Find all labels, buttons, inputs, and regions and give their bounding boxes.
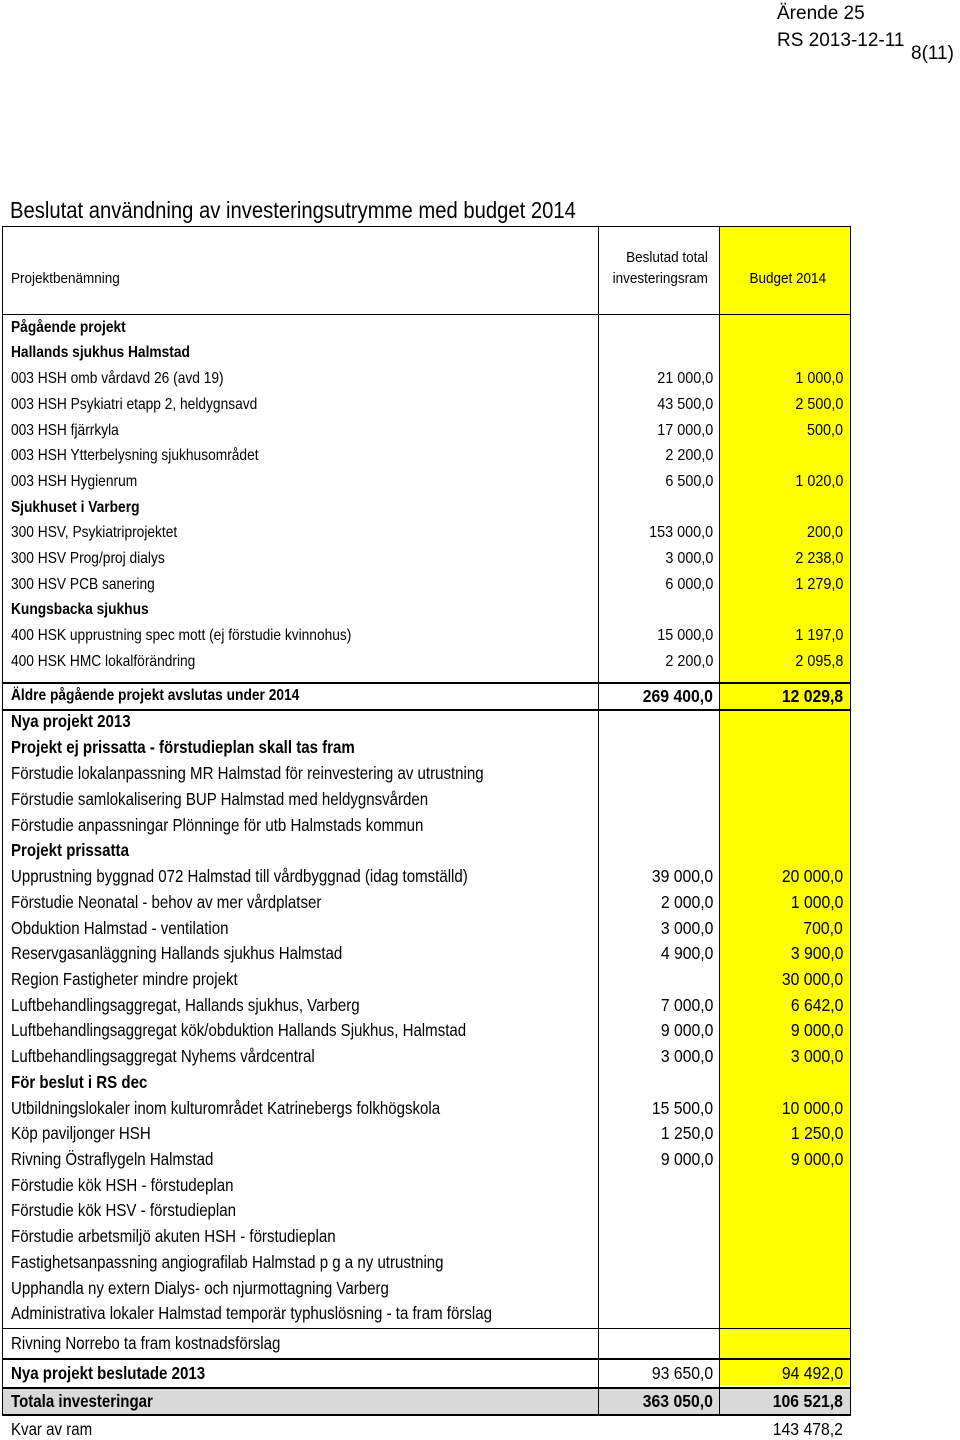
row-name: Upprustning byggnad 072 Halmstad till vårdbyggnad (idag tomställd)	[11, 866, 468, 886]
row-name: Obduktion Halmstad - ventilation	[11, 918, 229, 938]
row-name: Nya projekt beslutade 2013	[11, 1363, 206, 1383]
row-name: Förstudie arbetsmiljö akuten HSH - förstudieplan	[11, 1226, 336, 1246]
row-name: 003 HSH fjärrkyla	[11, 422, 119, 439]
row-budget: 94 492,0	[781, 1363, 843, 1383]
header-page-number: 8(11)	[911, 43, 954, 64]
header-case-number: Ärende 25	[777, 3, 865, 24]
column-header-budget: Budget 2014	[749, 270, 826, 287]
row-ram: 269 400,0	[642, 686, 713, 706]
table-row	[0, 497, 960, 519]
row-name: Kungsbacka sjukhus	[11, 601, 149, 618]
row-name: Hallands sjukhus Halmstad	[11, 344, 190, 361]
row-ram: 17 000,0	[656, 422, 713, 439]
row-ram: 93 650,0	[651, 1363, 713, 1383]
row-name: Förstudie kök HSH - förstudeplan	[11, 1175, 234, 1195]
row-budget: 2 238,0	[794, 550, 843, 567]
row-name: Rivning Östraflygeln Halmstad	[11, 1149, 214, 1169]
row-name: Administrativa lokaler Halmstad temporär typhuslösning - ta fram förslag	[11, 1303, 492, 1323]
total-top-border	[2, 1387, 851, 1389]
row-ram: 3 000,0	[664, 550, 713, 567]
row-name: Upphandla ny extern Dialys- och njurmottagning Varberg	[11, 1278, 389, 1298]
row-ram: 6 000,0	[664, 576, 713, 593]
table-row	[0, 394, 960, 416]
row-name: Projekt ej prissatta - förstudieplan skall tas fram	[11, 737, 355, 757]
row-ram: 2 200,0	[664, 653, 713, 670]
table-row	[0, 1071, 960, 1093]
table-row	[0, 317, 960, 339]
row-ram: 15 500,0	[651, 1098, 713, 1118]
table-row	[0, 1225, 960, 1247]
table-row	[0, 1122, 960, 1144]
row-budget: 1 250,0	[790, 1123, 843, 1143]
row-budget: 30 000,0	[781, 969, 843, 989]
rivning-row-top-border	[2, 1328, 851, 1329]
row-name: Sjukhuset i Varberg	[11, 499, 140, 516]
row-name: Utbildningslokaler inom kulturområdet Katrinebergs folkhögskola	[11, 1098, 441, 1118]
column-header-name: Projektbenämning	[11, 270, 120, 287]
row-ram: 153 000,0	[648, 524, 713, 541]
row-budget: 1 020,0	[794, 473, 843, 490]
row-ram: 21 000,0	[656, 370, 713, 387]
row-name: Totala investeringar	[11, 1391, 153, 1411]
row-name: Kvar av ram	[11, 1419, 93, 1439]
row-ram: 1 250,0	[660, 1123, 713, 1143]
row-budget: 2 095,8	[794, 653, 843, 670]
table-row	[0, 736, 960, 758]
total-bottom-border	[2, 1414, 851, 1416]
table-row	[0, 471, 960, 493]
row-budget: 1 000,0	[794, 370, 843, 387]
row-name: Rivning Norrebo ta fram kostnadsförslag	[11, 1333, 281, 1353]
row-ram: 3 000,0	[660, 918, 713, 938]
table-row	[0, 1199, 960, 1221]
table-row	[0, 788, 960, 810]
row-ram: 39 000,0	[651, 866, 713, 886]
table-row	[0, 839, 960, 861]
document-title: Beslutat användning av investeringsutrymme med budget 2014	[10, 197, 576, 223]
subtotal-1-top-border	[2, 682, 851, 684]
row-ram: 4 900,0	[660, 943, 713, 963]
table-row	[0, 994, 960, 1016]
row-name: Köp paviljonger HSH	[11, 1123, 151, 1143]
table-row	[0, 762, 960, 784]
table-row	[0, 942, 960, 964]
row-budget: 9 000,0	[790, 1020, 843, 1040]
row-name: Nya projekt 2013	[11, 711, 131, 731]
table-row	[0, 1251, 960, 1273]
table-row	[0, 891, 960, 913]
header-divider	[2, 314, 851, 315]
row-ram: 2 000,0	[660, 892, 713, 912]
row-budget: 500,0	[806, 422, 843, 439]
row-ram: 6 500,0	[664, 473, 713, 490]
row-budget: 143 478,2	[772, 1419, 843, 1439]
row-name: 003 HSH Hygienrum	[11, 473, 138, 490]
row-budget: 1 000,0	[790, 892, 843, 912]
row-ram: 7 000,0	[660, 995, 713, 1015]
row-name: Förstudie lokalanpassning MR Halmstad för reinvestering av utrustning	[11, 763, 484, 783]
column-header-ram-line2: investeringsram	[612, 270, 708, 287]
row-budget: 700,0	[803, 918, 843, 938]
row-name: För beslut i RS dec	[11, 1072, 148, 1092]
row-name: 300 HSV Prog/proj dialys	[11, 550, 165, 567]
table-row	[0, 917, 960, 939]
table-row	[0, 710, 960, 732]
table-row	[0, 1097, 960, 1119]
table-row	[0, 522, 960, 544]
row-name: 400 HSK HMC lokalförändring	[11, 653, 196, 670]
row-name: Förstudie samlokalisering BUP Halmstad med heldygnsvården	[11, 789, 429, 809]
row-name: Luftbehandlingsaggregat Nyhems vårdcentral	[11, 1046, 315, 1066]
table-row	[0, 574, 960, 596]
row-name: 300 HSV PCB sanering	[11, 576, 155, 593]
table-row	[0, 968, 960, 990]
row-budget: 1 279,0	[794, 576, 843, 593]
row-name: Förstudie anpassningar Plönninge för utb Halmstads kommun	[11, 815, 424, 835]
row-budget: 1 197,0	[794, 627, 843, 644]
row-name: 400 HSK upprustning spec mott (ej förstudie kvinnohus)	[11, 627, 352, 644]
table-row	[0, 625, 960, 647]
row-budget: 3 000,0	[790, 1046, 843, 1066]
row-budget: 9 000,0	[790, 1149, 843, 1169]
table-row	[0, 1174, 960, 1196]
table-row	[0, 368, 960, 390]
row-budget: 10 000,0	[781, 1098, 843, 1118]
table-row	[0, 1302, 960, 1324]
row-name: Förstudie Neonatal - behov av mer vårdplatser	[11, 892, 322, 912]
row-name: Pågående projekt	[11, 319, 126, 336]
row-name: 003 HSH Ytterbelysning sjukhusområdet	[11, 447, 259, 464]
row-budget: 3 900,0	[790, 943, 843, 963]
remaining-row	[0, 1418, 960, 1440]
row-budget: 20 000,0	[781, 866, 843, 886]
row-ram: 9 000,0	[660, 1149, 713, 1169]
row-budget: 106 521,8	[772, 1391, 843, 1411]
subtotal-row	[0, 1362, 960, 1384]
row-budget: 200,0	[806, 524, 843, 541]
table-row	[0, 1332, 960, 1354]
row-name: Äldre pågående projekt avslutas under 2014	[11, 687, 300, 704]
table-row	[0, 814, 960, 836]
row-ram: 2 200,0	[664, 447, 713, 464]
row-name: Förstudie kök HSV - förstudieplan	[11, 1200, 237, 1220]
row-ram: 15 000,0	[656, 627, 713, 644]
row-name: Luftbehandlingsaggregat kök/obduktion Hallands Sjukhus, Halmstad	[11, 1020, 467, 1040]
row-ram: 3 000,0	[660, 1046, 713, 1066]
table-row	[0, 1019, 960, 1041]
subtotal-2-top-border	[2, 1358, 851, 1360]
table-row	[0, 420, 960, 442]
row-name: 300 HSV, Psykiatriprojektet	[11, 524, 178, 541]
row-name: Region Fastigheter mindre projekt	[11, 969, 238, 989]
row-budget: 12 029,8	[781, 686, 843, 706]
row-ram: 43 500,0	[656, 396, 713, 413]
table-row	[0, 1148, 960, 1170]
row-ram: 363 050,0	[642, 1391, 713, 1411]
table-row	[0, 445, 960, 467]
table-border-top	[2, 226, 851, 227]
column-header-ram-line1: Beslutad total	[626, 249, 708, 266]
row-name: Luftbehandlingsaggregat, Hallands sjukhus, Varberg	[11, 995, 360, 1015]
table-row	[0, 1045, 960, 1067]
subtotal-row	[0, 685, 960, 707]
table-row	[0, 1277, 960, 1299]
row-budget: 6 642,0	[790, 995, 843, 1015]
header-registration-date: RS 2013-12-11	[777, 30, 905, 51]
table-row	[0, 651, 960, 673]
table-row	[0, 599, 960, 621]
row-name: Fastighetsanpassning angiografilab Halmstad p g a ny utrustning	[11, 1252, 444, 1272]
row-ram: 9 000,0	[660, 1020, 713, 1040]
row-name: 003 HSH omb vårdavd 26 (avd 19)	[11, 370, 224, 387]
table-row	[0, 548, 960, 570]
row-name: Projekt prissatta	[11, 840, 129, 860]
row-budget: 2 500,0	[794, 396, 843, 413]
total-row	[0, 1390, 960, 1412]
row-name: Reservgasanläggning Hallands sjukhus Halmstad	[11, 943, 343, 963]
table-row	[0, 342, 960, 364]
table-row	[0, 865, 960, 887]
row-name: 003 HSH Psykiatri etapp 2, heldygnsavd	[11, 396, 258, 413]
